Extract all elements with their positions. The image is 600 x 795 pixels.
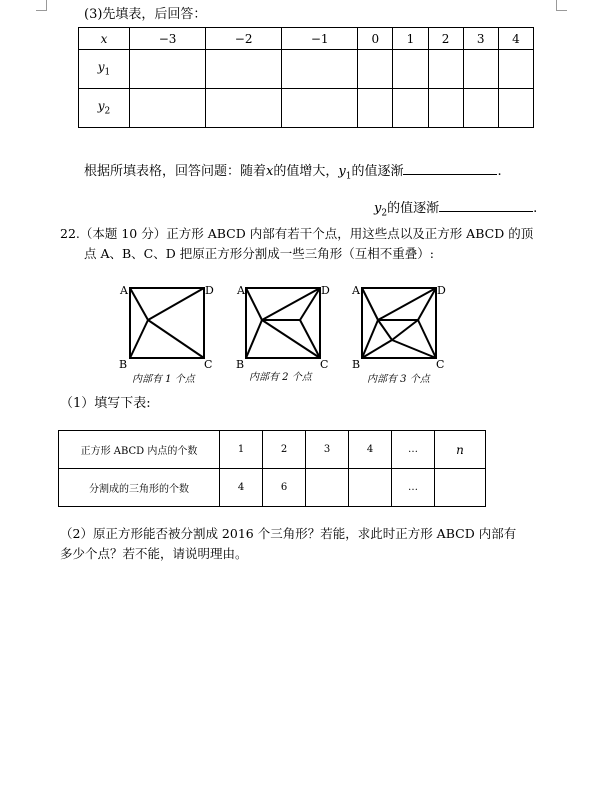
y2-cell[interactable] bbox=[206, 89, 282, 128]
points-ellipsis: … bbox=[392, 431, 435, 469]
x-value: −3 bbox=[130, 28, 206, 50]
y1-symbol: y bbox=[338, 164, 346, 179]
x-value: 2 bbox=[428, 28, 463, 50]
x-symbol: x bbox=[266, 164, 274, 179]
points-header: 正方形 ABCD 内点的个数 bbox=[59, 431, 220, 469]
y2-symbol: y bbox=[374, 201, 382, 216]
answer-blank-2[interactable] bbox=[439, 197, 533, 212]
part2-line-1: （2）原正方形能否被分割成 2016 个三角形？若能，求此时正方形 ABCD 内部有 bbox=[60, 526, 517, 541]
triangles-cell[interactable] bbox=[306, 469, 349, 507]
table-row-triangles bbox=[59, 469, 486, 507]
y2-cell[interactable] bbox=[358, 89, 393, 128]
triangles-cell[interactable] bbox=[435, 469, 486, 507]
points-value: 4 bbox=[349, 431, 392, 469]
figure-2-label-b: B bbox=[236, 358, 245, 371]
answer-suffix: 的值逐渐 bbox=[387, 201, 440, 216]
figure-3-label-d: D bbox=[437, 284, 446, 297]
y2-cell[interactable] bbox=[130, 89, 206, 128]
part3-heading: (3)先填表，后回答： bbox=[84, 7, 207, 22]
question-22-line-2: 点 A、B、C、D 把原正方形分割成一些三角形（互相不重叠）: bbox=[84, 246, 434, 261]
triangles-cell[interactable] bbox=[349, 469, 392, 507]
y2-header: $y_2$ bbox=[79, 89, 130, 128]
figure-1-square bbox=[130, 288, 204, 358]
figure-1-label-b: B bbox=[119, 358, 128, 371]
figure-1-label-a: A bbox=[120, 284, 128, 297]
table-row-points bbox=[59, 431, 486, 469]
x-value: −2 bbox=[206, 28, 282, 50]
y1-header: $y_1$ bbox=[79, 50, 130, 89]
triangles-value: 6 bbox=[263, 469, 306, 507]
figure-2-label-a: A bbox=[237, 284, 245, 297]
part1-heading: （1）填写下表: bbox=[60, 396, 151, 411]
y1-cell[interactable] bbox=[130, 50, 206, 89]
figure-2-label-c: C bbox=[320, 358, 329, 371]
figure-3-square bbox=[362, 288, 436, 358]
x-value: −1 bbox=[282, 28, 358, 50]
question-22-line-1: 22.（本题 10 分）正方形 ABCD 内部有若干个点，用这些点以及正方形 ABCD 的顶 bbox=[60, 226, 534, 241]
x-value: 1 bbox=[393, 28, 428, 50]
square-figures bbox=[0, 270, 600, 395]
table-row-x bbox=[79, 28, 534, 50]
count-table bbox=[58, 430, 486, 507]
y2-cell[interactable] bbox=[428, 89, 463, 128]
figure-2-label-d: D bbox=[321, 284, 330, 297]
triangles-header: 分割成的三角形的个数 bbox=[59, 469, 220, 507]
answer-blank-1[interactable] bbox=[403, 160, 497, 175]
points-value: 1 bbox=[220, 431, 263, 469]
figure-1-label-c: C bbox=[204, 358, 213, 371]
answer-end: . bbox=[497, 164, 502, 179]
corner-mark-right bbox=[556, 0, 567, 11]
x-value: 3 bbox=[463, 28, 498, 50]
y2-cell[interactable] bbox=[498, 89, 533, 128]
figure-1-caption: 内部有 1 个点 bbox=[132, 374, 195, 385]
triangles-value: 4 bbox=[220, 469, 263, 507]
y1-cell[interactable] bbox=[282, 50, 358, 89]
answer-mid: 的值增大， bbox=[273, 164, 339, 179]
figure-2-square bbox=[246, 288, 320, 358]
points-value-n: n bbox=[435, 431, 486, 469]
y1-subscript: 1 bbox=[345, 171, 352, 182]
points-value: 3 bbox=[306, 431, 349, 469]
y2-cell[interactable] bbox=[282, 89, 358, 128]
y2-cell[interactable] bbox=[393, 89, 428, 128]
corner-mark-left bbox=[36, 0, 47, 11]
figure-2-caption: 内部有 2 个点 bbox=[249, 372, 312, 383]
table-row-y2 bbox=[79, 89, 534, 128]
x-header: x bbox=[79, 28, 130, 50]
answer-line-1 bbox=[84, 160, 502, 186]
y1-cell[interactable] bbox=[393, 50, 428, 89]
y1-cell[interactable] bbox=[358, 50, 393, 89]
triangles-ellipsis: … bbox=[392, 469, 435, 507]
answer-suffix: 的值逐渐 bbox=[351, 164, 404, 179]
figure-1-label-d: D bbox=[205, 284, 214, 297]
y2-cell[interactable] bbox=[463, 89, 498, 128]
figure-3-caption: 内部有 3 个点 bbox=[367, 374, 430, 385]
y1-cell[interactable] bbox=[498, 50, 533, 89]
answer-prefix: 根据所填表格，回答问题：随着 bbox=[84, 164, 267, 179]
figure-3-label-b: B bbox=[352, 358, 361, 371]
answer-end: . bbox=[533, 201, 538, 216]
part2-line-2: 多少个点？若不能，请说明理由。 bbox=[60, 546, 248, 561]
value-table bbox=[78, 27, 534, 128]
y1-cell[interactable] bbox=[463, 50, 498, 89]
y1-cell[interactable] bbox=[206, 50, 282, 89]
y2-subscript: 2 bbox=[381, 208, 388, 219]
answer-line-2 bbox=[374, 197, 537, 223]
x-value: 0 bbox=[358, 28, 393, 50]
figure-3-label-c: C bbox=[436, 358, 445, 371]
table-row-y1 bbox=[79, 50, 534, 89]
figure-3-label-a: A bbox=[352, 284, 360, 297]
x-value: 4 bbox=[498, 28, 533, 50]
points-value: 2 bbox=[263, 431, 306, 469]
y1-cell[interactable] bbox=[428, 50, 463, 89]
